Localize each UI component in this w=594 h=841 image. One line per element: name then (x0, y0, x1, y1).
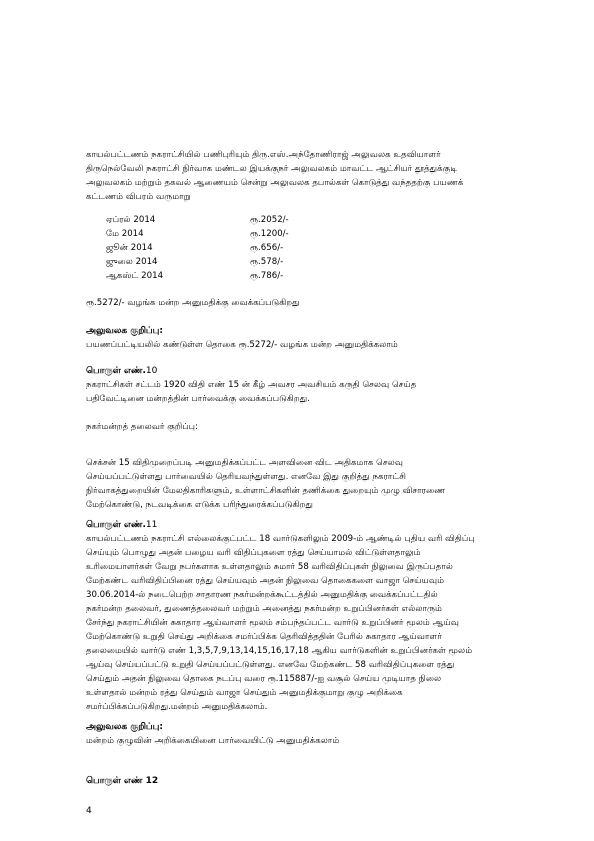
expense-month: ஆகஸ்ட் 2014 (106, 271, 164, 281)
item-11-line: ஆய்வு செய்யப்பட்டு உறுதி செய்யப்பட்டுள்ளது. எனவே மேற்கண்ட 58 வரிவிதிப்புகளை ரத்து (86, 660, 455, 670)
chair-note-line: மேற்கொண்டு, நடவடிக்கை எடுக்க பரிந்துரைக்கப்படுகிறது (86, 500, 313, 510)
chair-note-line: செய்யப்பட்டுள்ளது பார்வையில் தெரியவந்துள்ளது. எனவே இது குறித்து நகராட்சி (86, 472, 406, 482)
expense-month: ஜுலை 2014 (106, 257, 158, 267)
expense-amount: ரூ.656/- (250, 243, 284, 253)
chair-note-body (86, 456, 510, 512)
item-label: பொருள் எண். (86, 366, 146, 376)
expense-month: ஏப்ரல் 2014 (106, 215, 156, 225)
item-number: 10 (145, 366, 158, 376)
item-10-line: நகராட்சிகள் சட்டம் 1920 விதி எண் 15 ன் கீழ் அவசர அவசியம் கருதி செலவு செய்த (86, 380, 417, 390)
item-11-line: தலைமையில் வார்டு எண் 1,3,5,7,9,13,14,15,16,17,18 ஆகிய வார்டுகளின் உறுப்பினர்கள் மூலம் (86, 646, 473, 656)
office-note-title: அலுவலக குறிப்பு: (86, 326, 163, 336)
item-11-line: மேற்கண்ட வரிவிதிப்பினை ரத்து செய்யவும் அதன் நிலுவை தொகைகளை வாஜா செய்யவும் (86, 576, 445, 586)
intro-line: காயல்பட்டணம் நகராட்சியில் பணிபுரியும் திரு.எஸ்.அந்தோணிராஜ் அலுவலக உதவியாளர் (86, 150, 441, 160)
expense-row (106, 269, 330, 283)
expense-amount: ரூ.1200/- (250, 229, 289, 239)
intro-line: திருநெல்வேலி நகராட்சி நிர்வாக மண்டல இயக்குநர் அலுவலகம் மாவட்ட ஆட்சியர் தூத்துக்குடி (86, 164, 458, 174)
expense-amount: ரூ.578/- (250, 257, 284, 267)
intro-line: அலுவலகம் மற்றும் தகவல் ஆணையம் சென்று அலுவலக தபால்கள் கொடுத்து வந்ததற்கு பயணக் (86, 178, 464, 188)
item-11-line: சேர்ந்து நகராட்சியின் சுகாதார ஆய்வாளர் மூலம் சம்பந்தப்பட்ட வார்டு உறுப்பினர் மூலம் ஆய்வு (86, 618, 460, 628)
expense-row (106, 255, 330, 269)
item-number: 11 (145, 520, 158, 530)
item-10-heading (86, 366, 157, 377)
item-11-line: நகர்மன்ற தலைவர், துணைத்தலைவர் மற்றும் அனைத்து நகர்மன்ற உறுப்பினர்கள் எல்லாரும் (86, 604, 442, 614)
item-11-line: காயல்பட்டணம் நகராட்சி எல்லைக்குட்பட்ட 18 வார்டுகளிலும் 2009-ம் ஆண்டில் புதிய வரி விதிப்பு (86, 534, 475, 544)
item-10-body (86, 378, 510, 406)
expense-amount: ரூ.786/- (250, 271, 284, 281)
item-12-heading: பொருள் எண் 12 (86, 776, 159, 786)
chair-note-line: நிர்வாகத்துறையின் மேலதிகாரிகளும், உள்ளாட்சிகளின் தணிக்கை துறையும் முழு விசாரணை (86, 486, 446, 496)
expense-table (106, 213, 330, 283)
item-11-heading (86, 520, 157, 531)
office-note-2-title: அலுவலக குறிப்பு: (86, 722, 163, 732)
item-11-line: 30.06.2014-ல் நடைபெற்ற சாதாரண நகர்மன்றக்கூட்டத்தில் அனுமதிக்கு வைக்கப்பட்டதில் (86, 590, 438, 600)
item-11-line: சமர்ப்பிக்கப்படுகிறது.மன்றம் அனுமதிக்கலாம். (86, 702, 268, 712)
office-note-text: பயணப்பட்டியலில் கண்டுள்ள தொகை ரூ.5272/- வழங்க மன்ற அனுமதிக்கலாம் (86, 340, 398, 350)
office-note-2-text: மன்றம் குழுவின் அறிக்கையினை பார்வையிட்டு அனுமதிக்கலாம் (86, 736, 340, 746)
expense-row (106, 227, 330, 241)
expense-month: ஜூன் 2014 (106, 243, 153, 253)
item-11-line: மேற்கொண்டு உறுதி செய்து அறிக்கை சமர்ப்பிக்க தெரிவித்ததின் பேரில் சுகாதார ஆய்வாளர் (86, 632, 442, 642)
total-line: ரூ.5272/- வழங்க மன்ற அனுமதிக்கு வைக்கப்படுகிறது (86, 298, 300, 308)
expense-row (106, 213, 330, 227)
expense-row (106, 241, 330, 255)
intro-paragraph (86, 148, 510, 204)
chair-note-title: நகர்மன்றத் தலைவர் குறிப்பு: (86, 422, 198, 432)
item-11-line: செய்யும் பொழுது அதன் பழைய வரி விதிப்புகளை ரத்து செய்யாமல் விட்டுள்ளதாலும் (86, 548, 421, 558)
chair-note-line: செக்சன் 15 விதிமுறைப்படி அனுமதிக்கப்பட்ட அளவினை விட அதிகமாக செலவு (86, 458, 403, 468)
expense-amount: ரூ.2052/- (250, 215, 289, 225)
item-label: பொருள் எண். (86, 520, 146, 530)
item-10-line: பதிவேட்டினை மன்றத்தின் பார்வைக்கு வைக்கப்படுகிறது. (86, 394, 310, 404)
page-number: 4 (86, 806, 92, 816)
item-11-line: உள்ளதால் மன்றம் ரத்து செய்தும் வாஜா செய்தும் அனுமதிக்குமாறு குழு அறிக்கை (86, 688, 403, 698)
item-11-body (86, 532, 510, 714)
item-11-line: செய்தும் அதன் நிலுவை தொகை நடப்பு வரை ரூ.115887/-ஐ வசூல் செய்ய முடியாத நிலை (86, 674, 442, 684)
expense-month: மே 2014 (106, 229, 144, 239)
item-11-line: உரிமையாளர்கள் வேறு நபர்களாக உள்ளதாலும் சுமார் 58 வரிவிதிப்புகள் நிலுவை இருப்பதால் (86, 562, 453, 572)
intro-line: கட்டணம் விபரம் வருமாறு (86, 192, 191, 202)
